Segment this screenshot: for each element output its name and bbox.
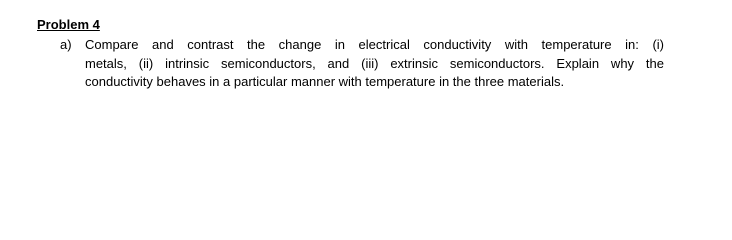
problem-heading: Problem 4 xyxy=(37,17,100,32)
question-label: a) xyxy=(60,37,72,52)
question-line-3: conductivity behaves in a particular manner with temperature in the three materials. xyxy=(85,74,565,89)
question-line-1: Compare and contrast the change in electrical conductivity with temperature in: (i) xyxy=(85,37,664,52)
question-text xyxy=(85,36,664,92)
question-line-2: metals, (ii) intrinsic semiconductors, and (iii) extrinsic semiconductors. Explain why the xyxy=(85,55,664,71)
